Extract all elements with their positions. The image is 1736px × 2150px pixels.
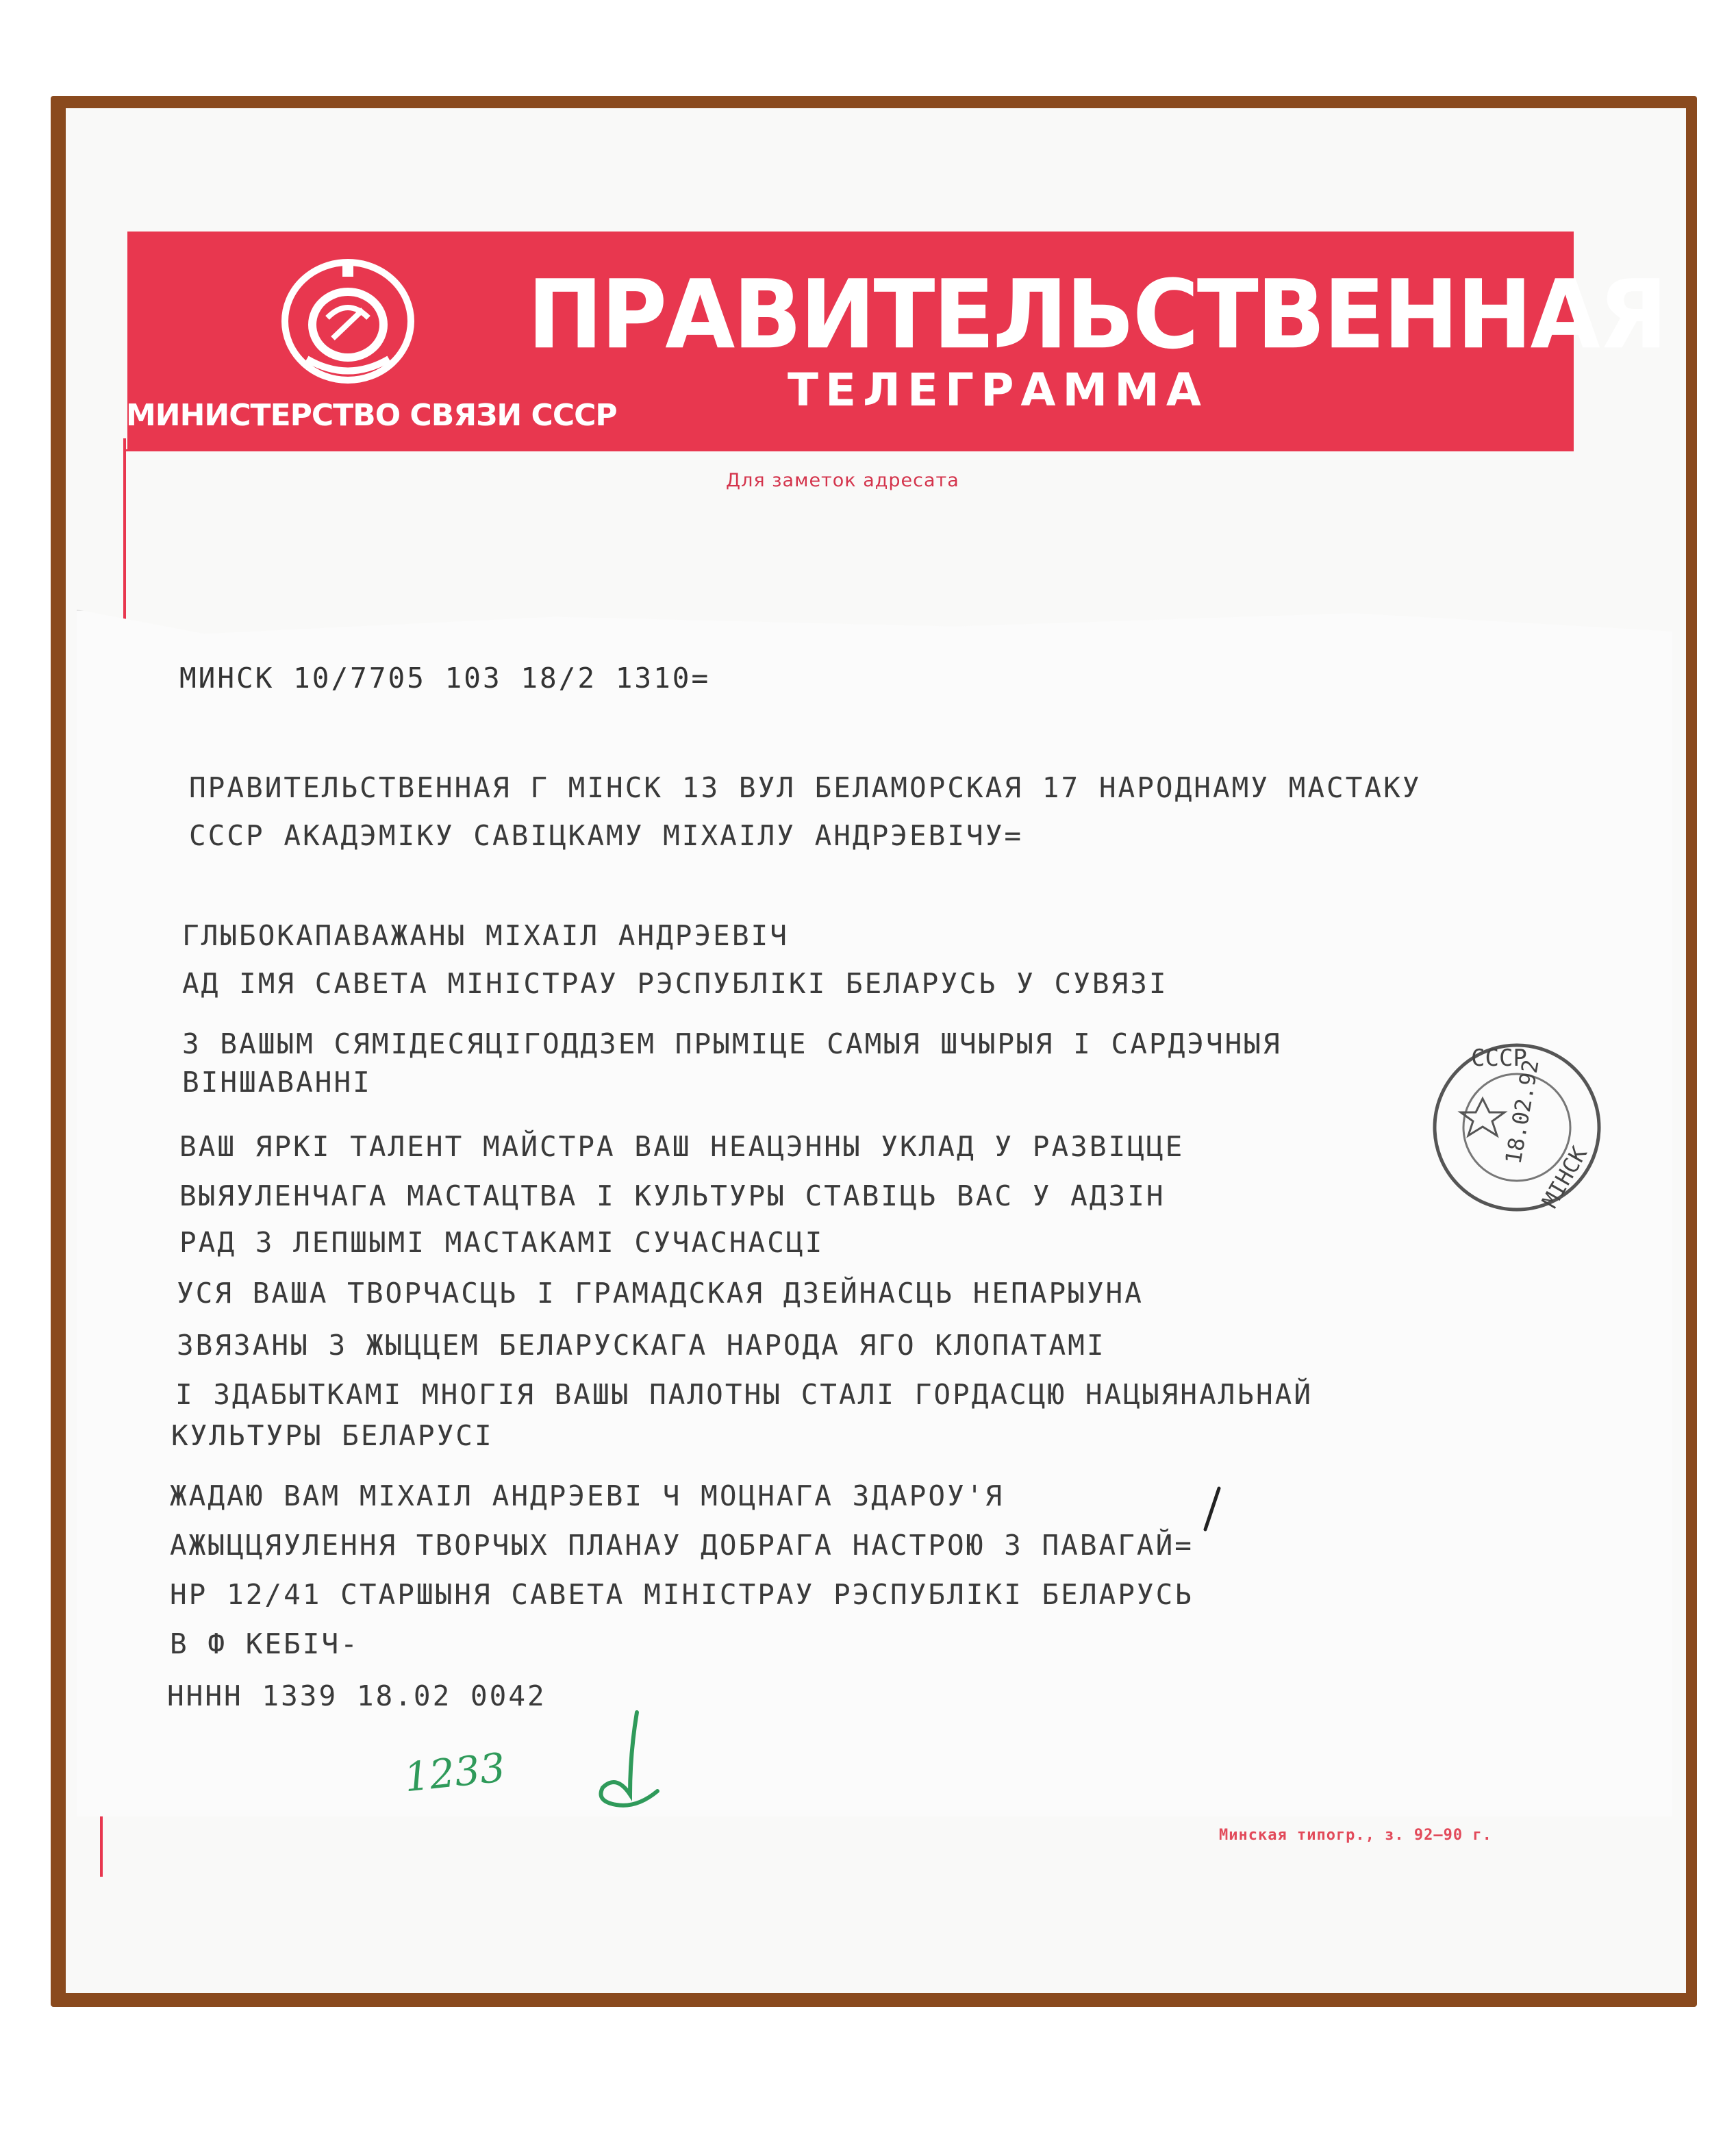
notes-label: Для заметок адресата [726, 470, 959, 491]
body-line: АД ІМЯ САВЕТА МІНІСТРАУ РЭСПУБЛІКІ БЕЛАРУСЬ У СУВЯЗІ [182, 967, 1168, 1000]
body-line: НР 12/41 СТАРШЫНЯ САВЕТА МІНІСТРАУ РЭСПУБЛІКІ БЕЛАРУСЬ [170, 1578, 1194, 1611]
stamp-date: 18.02.92 [1500, 1058, 1544, 1166]
left-margin-rule [123, 438, 126, 630]
form-title: ПРАВИТЕЛЬСТВЕННАЯ [527, 260, 1666, 371]
body-line: ЖАДАЮ ВАМ МІХАІЛ АНДРЭЕВІ Ч МОЦНАГА ЗДАРОУ'Я [170, 1479, 1005, 1512]
body-line: АЖЫЦЦЯУЛЕННЯ ТВОРЧЫХ ПЛАНАУ ДОБРАГА НАСТРОЮ З ПАВАГАЙ= [170, 1529, 1194, 1562]
body-line: КУЛЬТУРЫ БЕЛАРУСІ [171, 1419, 494, 1452]
body-line: НННН 1339 18.02 0042 [167, 1679, 546, 1712]
body-line: СССР АКАДЭМІКУ САВІЦКАМУ МІХАІЛУ АНДРЭЕВІЧУ= [189, 819, 1024, 852]
stamp-city: МІНСК [1537, 1142, 1593, 1212]
ministry-label: МИНИСТЕРСТВО СВЯЗИ СССР [126, 398, 617, 433]
body-line: І ЗДАБЫТКАМІ МНОГІЯ ВАШЫ ПАЛОТНЫ СТАЛІ ГОРДАСЦЮ НАЦЫЯНАЛЬНАЙ [175, 1378, 1313, 1411]
pen-tick-mark [1198, 1485, 1226, 1533]
postmark-stamp [1418, 1025, 1616, 1230]
body-line: ВІНШАВАННІ [182, 1066, 372, 1099]
handwritten-number: 1233 [401, 1744, 507, 1801]
body-line: РАД З ЛЕПШЫМІ МАСТАКАМІ СУЧАСНАСЦІ [179, 1226, 825, 1259]
body-line: УСЯ ВАША ТВОРЧАСЦЬ І ГРАМАДСКАЯ ДЗЕЙНАСЦЬ НЕПАРЫУНА [177, 1277, 1144, 1310]
header-underline-rule [123, 449, 1574, 451]
body-line: ВАШ ЯРКІ ТАЛЕНТ МАЙСТРА ВАШ НЕАЦЭННЫ УКЛАД У РАЗВІЦЦЕ [179, 1130, 1185, 1163]
ussr-emblem-icon [279, 256, 416, 386]
body-line: В Ф КЕБІЧ- [170, 1627, 360, 1660]
body-line: ПРАВИТЕЛЬСТВЕННАЯ Г МІНСК 13 ВУЛ БЕЛАМОРСКАЯ 17 НАРОДНАМУ МАСТАКУ [189, 771, 1422, 804]
stamp-country: СССР [1471, 1045, 1527, 1072]
printer-imprint: Минская типогр., з. 92—90 г. [1219, 1827, 1492, 1844]
body-line: З ВАШЫМ СЯМІДЕСЯЦІГОДДЗЕМ ПРЫМІЦЕ САМЫЯ ШЧЫРЫЯ І САРДЭЧНЫЯ [182, 1027, 1282, 1060]
body-line: ГЛЫБОКАПАВАЖАНЫ МІХАІЛ АНДРЭЕВІЧ [182, 919, 789, 952]
body-line: ЗВЯЗАНЫ З ЖЫЦЦЕМ БЕЛАРУСКАГА НАРОДА ЯГО КЛОПАТАМІ [177, 1329, 1106, 1362]
handwritten-initial-signature [589, 1705, 664, 1815]
body-line: ВЫЯУЛЕНЧАГА МАСТАЦТВА І КУЛЬТУРЫ СТАВІЦЬ ВАС У АДЗІН [179, 1179, 1166, 1212]
form-subtitle: ТЕЛЕГРАММА [788, 364, 1208, 416]
telegram-header-line: МИНСК 10/7705 103 18/2 1310= [179, 662, 711, 695]
